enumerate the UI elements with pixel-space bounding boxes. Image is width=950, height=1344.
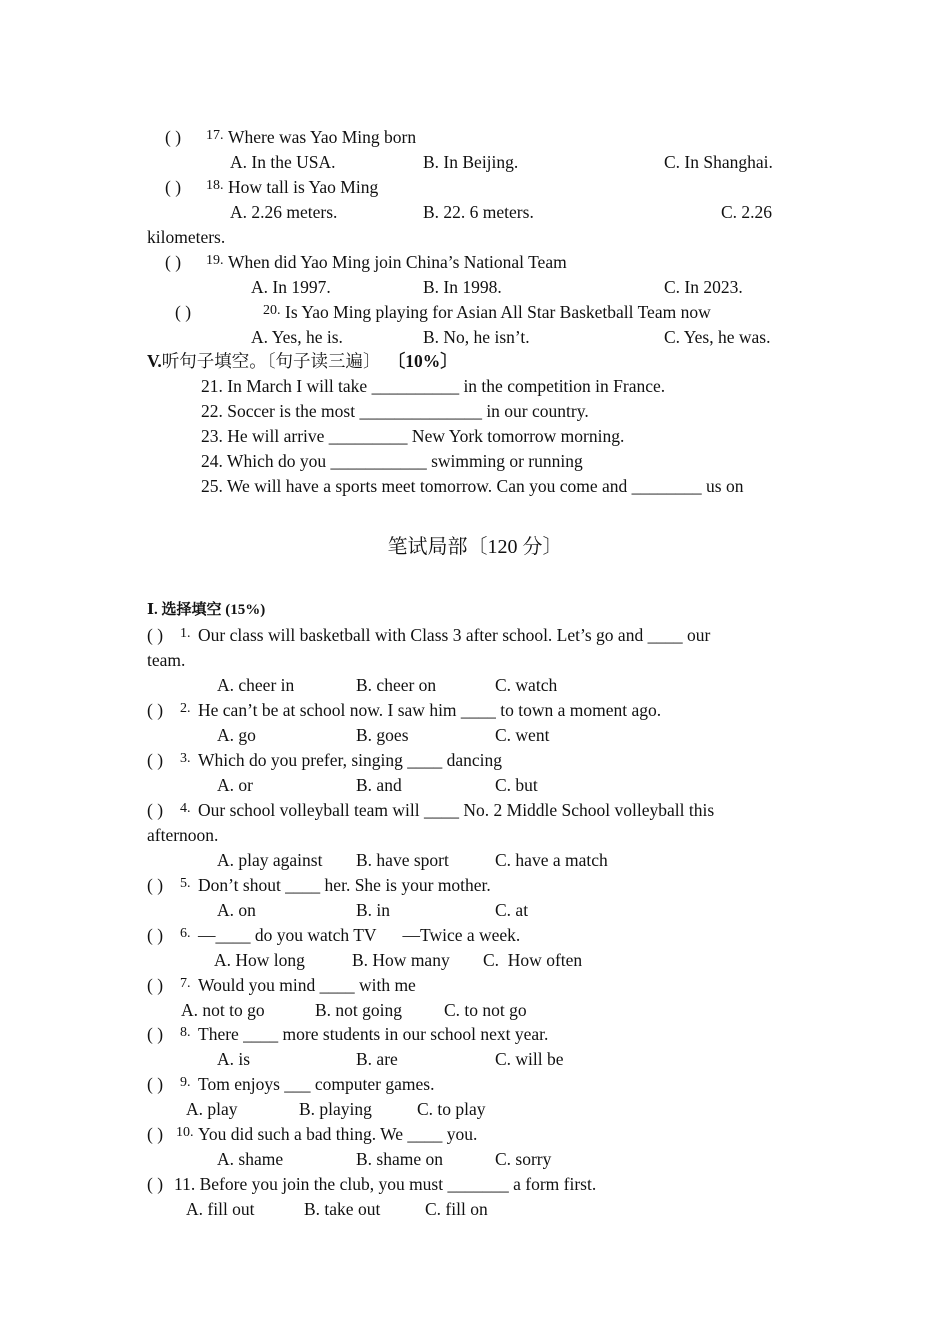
question-text-6: —____ do you watch TV —Twice a week. [198, 925, 521, 945]
answer-paren-6[interactable]: ( ) [147, 925, 164, 945]
option-19a: A. In 1997. [251, 277, 331, 297]
option-18c: C. 2.26 [721, 202, 773, 222]
option-8b: B. are [356, 1049, 398, 1069]
option-11c: C. fill on [425, 1199, 488, 1219]
question-number-18: 18. [206, 178, 224, 193]
question-text-11: 11. Before you join the club, you must _______ a form first. [174, 1174, 597, 1194]
option-9b: B. playing [299, 1099, 372, 1119]
question-text-18: How tall is Yao Ming [228, 177, 379, 197]
question-text-1-continued: team. [147, 650, 186, 670]
option-2b: B. goes [356, 725, 409, 745]
option-4b: B. have sport [356, 850, 449, 870]
option-2a: A. go [217, 725, 256, 745]
option-20b: B. No, he isn’t. [423, 327, 530, 347]
question-number-8: 8. [180, 1025, 191, 1040]
section-v-title: 听句子填空。〔句子读三遍〕 [161, 351, 381, 371]
section-1-heading: Ⅰ. 选择填空 (15%) [147, 602, 266, 618]
option-8a: A. is [217, 1049, 251, 1069]
answer-paren-9[interactable]: ( ) [147, 1074, 164, 1094]
answer-paren-8[interactable]: ( ) [147, 1024, 164, 1044]
option-6a: A. How long [214, 950, 305, 970]
option-5a: A. on [217, 900, 256, 920]
option-9c: C. to play [417, 1099, 486, 1119]
option-17c: C. In Shanghai. [664, 152, 773, 172]
answer-paren-19[interactable]: ( ) [165, 252, 182, 272]
option-20a: A. Yes, he is. [251, 327, 343, 347]
option-18c-continued: kilometers. [147, 227, 226, 247]
option-20c: C. Yes, he was. [664, 327, 771, 347]
option-7b: B. not going [315, 1000, 403, 1020]
question-number-2: 2. [180, 701, 191, 716]
question-number-7: 7. [180, 976, 191, 991]
option-11a: A. fill out [186, 1199, 255, 1219]
question-text-20: Is Yao Ming playing for Asian All Star Basketball Team now [285, 302, 711, 322]
answer-paren-20[interactable]: ( ) [175, 302, 192, 322]
answer-paren-2[interactable]: ( ) [147, 700, 164, 720]
question-text-2: He can’t be at school now. I saw him ____ to town a moment ago. [198, 700, 662, 720]
option-11b: B. take out [304, 1199, 381, 1219]
option-1b: B. cheer on [356, 675, 437, 695]
option-2c: C. went [495, 725, 550, 745]
option-1c: C. watch [495, 675, 558, 695]
written-part-title: 笔试局部〔120 分〕 [387, 536, 563, 558]
option-5c: C. at [495, 900, 529, 920]
option-6c: C. How often [483, 950, 583, 970]
option-3c: C. but [495, 775, 538, 795]
question-number-17: 17. [206, 128, 224, 143]
question-text-5: Don’t shout ____ her. She is your mother. [198, 875, 491, 895]
option-4a: A. play against [217, 850, 323, 870]
fill-in-question-22: 22. Soccer is the most ______________ in our country. [201, 401, 589, 421]
option-18a: A. 2.26 meters. [230, 202, 338, 222]
answer-paren-4[interactable]: ( ) [147, 800, 164, 820]
option-18b: B. 22. 6 meters. [423, 202, 534, 222]
question-text-10: You did such a bad thing. We ____ you. [198, 1124, 478, 1144]
option-4c: C. have a match [495, 850, 608, 870]
section-v-number: V. [147, 351, 162, 371]
question-text-9: Tom enjoys ___ computer games. [198, 1074, 435, 1094]
question-number-20: 20. [263, 303, 281, 318]
question-text-4: Our school volleyball team will ____ No. 2 Middle School volleyball this [198, 800, 715, 820]
question-text-1: Our class will basketball with Class 3 after school. Let’s go and ____ our [198, 625, 711, 645]
answer-paren-17[interactable]: ( ) [165, 127, 182, 147]
fill-in-question-25: 25. We will have a sports meet tomorrow. Can you come and ________ us on [201, 476, 744, 496]
option-3a: A. or [217, 775, 253, 795]
section-v-score: 〔10%〕 [396, 351, 458, 371]
option-19c: C. In 2023. [664, 277, 743, 297]
answer-paren-18[interactable]: ( ) [165, 177, 182, 197]
question-number-19: 19. [206, 253, 224, 268]
option-8c: C. will be [495, 1049, 564, 1069]
question-text-17: Where was Yao Ming born [228, 127, 417, 147]
question-number-3: 3. [180, 751, 191, 766]
option-3b: B. and [356, 775, 402, 795]
option-5b: B. in [356, 900, 391, 920]
option-7c: C. to not go [444, 1000, 527, 1020]
question-number-6: 6. [180, 926, 191, 941]
question-text-7: Would you mind ____ with me [198, 975, 416, 995]
answer-paren-3[interactable]: ( ) [147, 750, 164, 770]
section-v-heading [147, 349, 458, 374]
question-number-5: 5. [180, 876, 191, 891]
option-17a: A. In the USA. [230, 152, 336, 172]
answer-paren-10[interactable]: ( ) [147, 1124, 164, 1144]
fill-in-question-21: 21. In March I will take __________ in the competition in France. [201, 376, 666, 396]
answer-paren-1[interactable]: ( ) [147, 625, 164, 645]
option-9a: A. play [186, 1099, 238, 1119]
option-1a: A. cheer in [217, 675, 295, 695]
question-number-10: 10. [176, 1125, 194, 1140]
fill-in-question-24: 24. Which do you ___________ swimming or running [201, 451, 583, 471]
fill-in-question-23: 23. He will arrive _________ New York tomorrow morning. [201, 426, 625, 446]
answer-paren-5[interactable]: ( ) [147, 875, 164, 895]
option-17b: B. In Beijing. [423, 152, 519, 172]
option-19b: B. In 1998. [423, 277, 502, 297]
question-text-8: There ____ more students in our school next year. [198, 1024, 549, 1044]
option-10b: B. shame on [356, 1149, 444, 1169]
option-10c: C. sorry [495, 1149, 552, 1169]
option-7a: A. not to go [181, 1000, 265, 1020]
question-number-9: 9. [180, 1075, 191, 1090]
question-text-3: Which do you prefer, singing ____ dancing [198, 750, 503, 770]
question-text-4-continued: afternoon. [147, 825, 219, 845]
answer-paren-11[interactable]: ( ) [147, 1174, 164, 1194]
answer-paren-7[interactable]: ( ) [147, 975, 164, 995]
question-number-4: 4. [180, 801, 191, 816]
option-10a: A. shame [217, 1149, 284, 1169]
question-number-1: 1. [180, 626, 191, 641]
option-6b: B. How many [352, 950, 450, 970]
question-text-19: When did Yao Ming join China’s National Team [228, 252, 567, 272]
